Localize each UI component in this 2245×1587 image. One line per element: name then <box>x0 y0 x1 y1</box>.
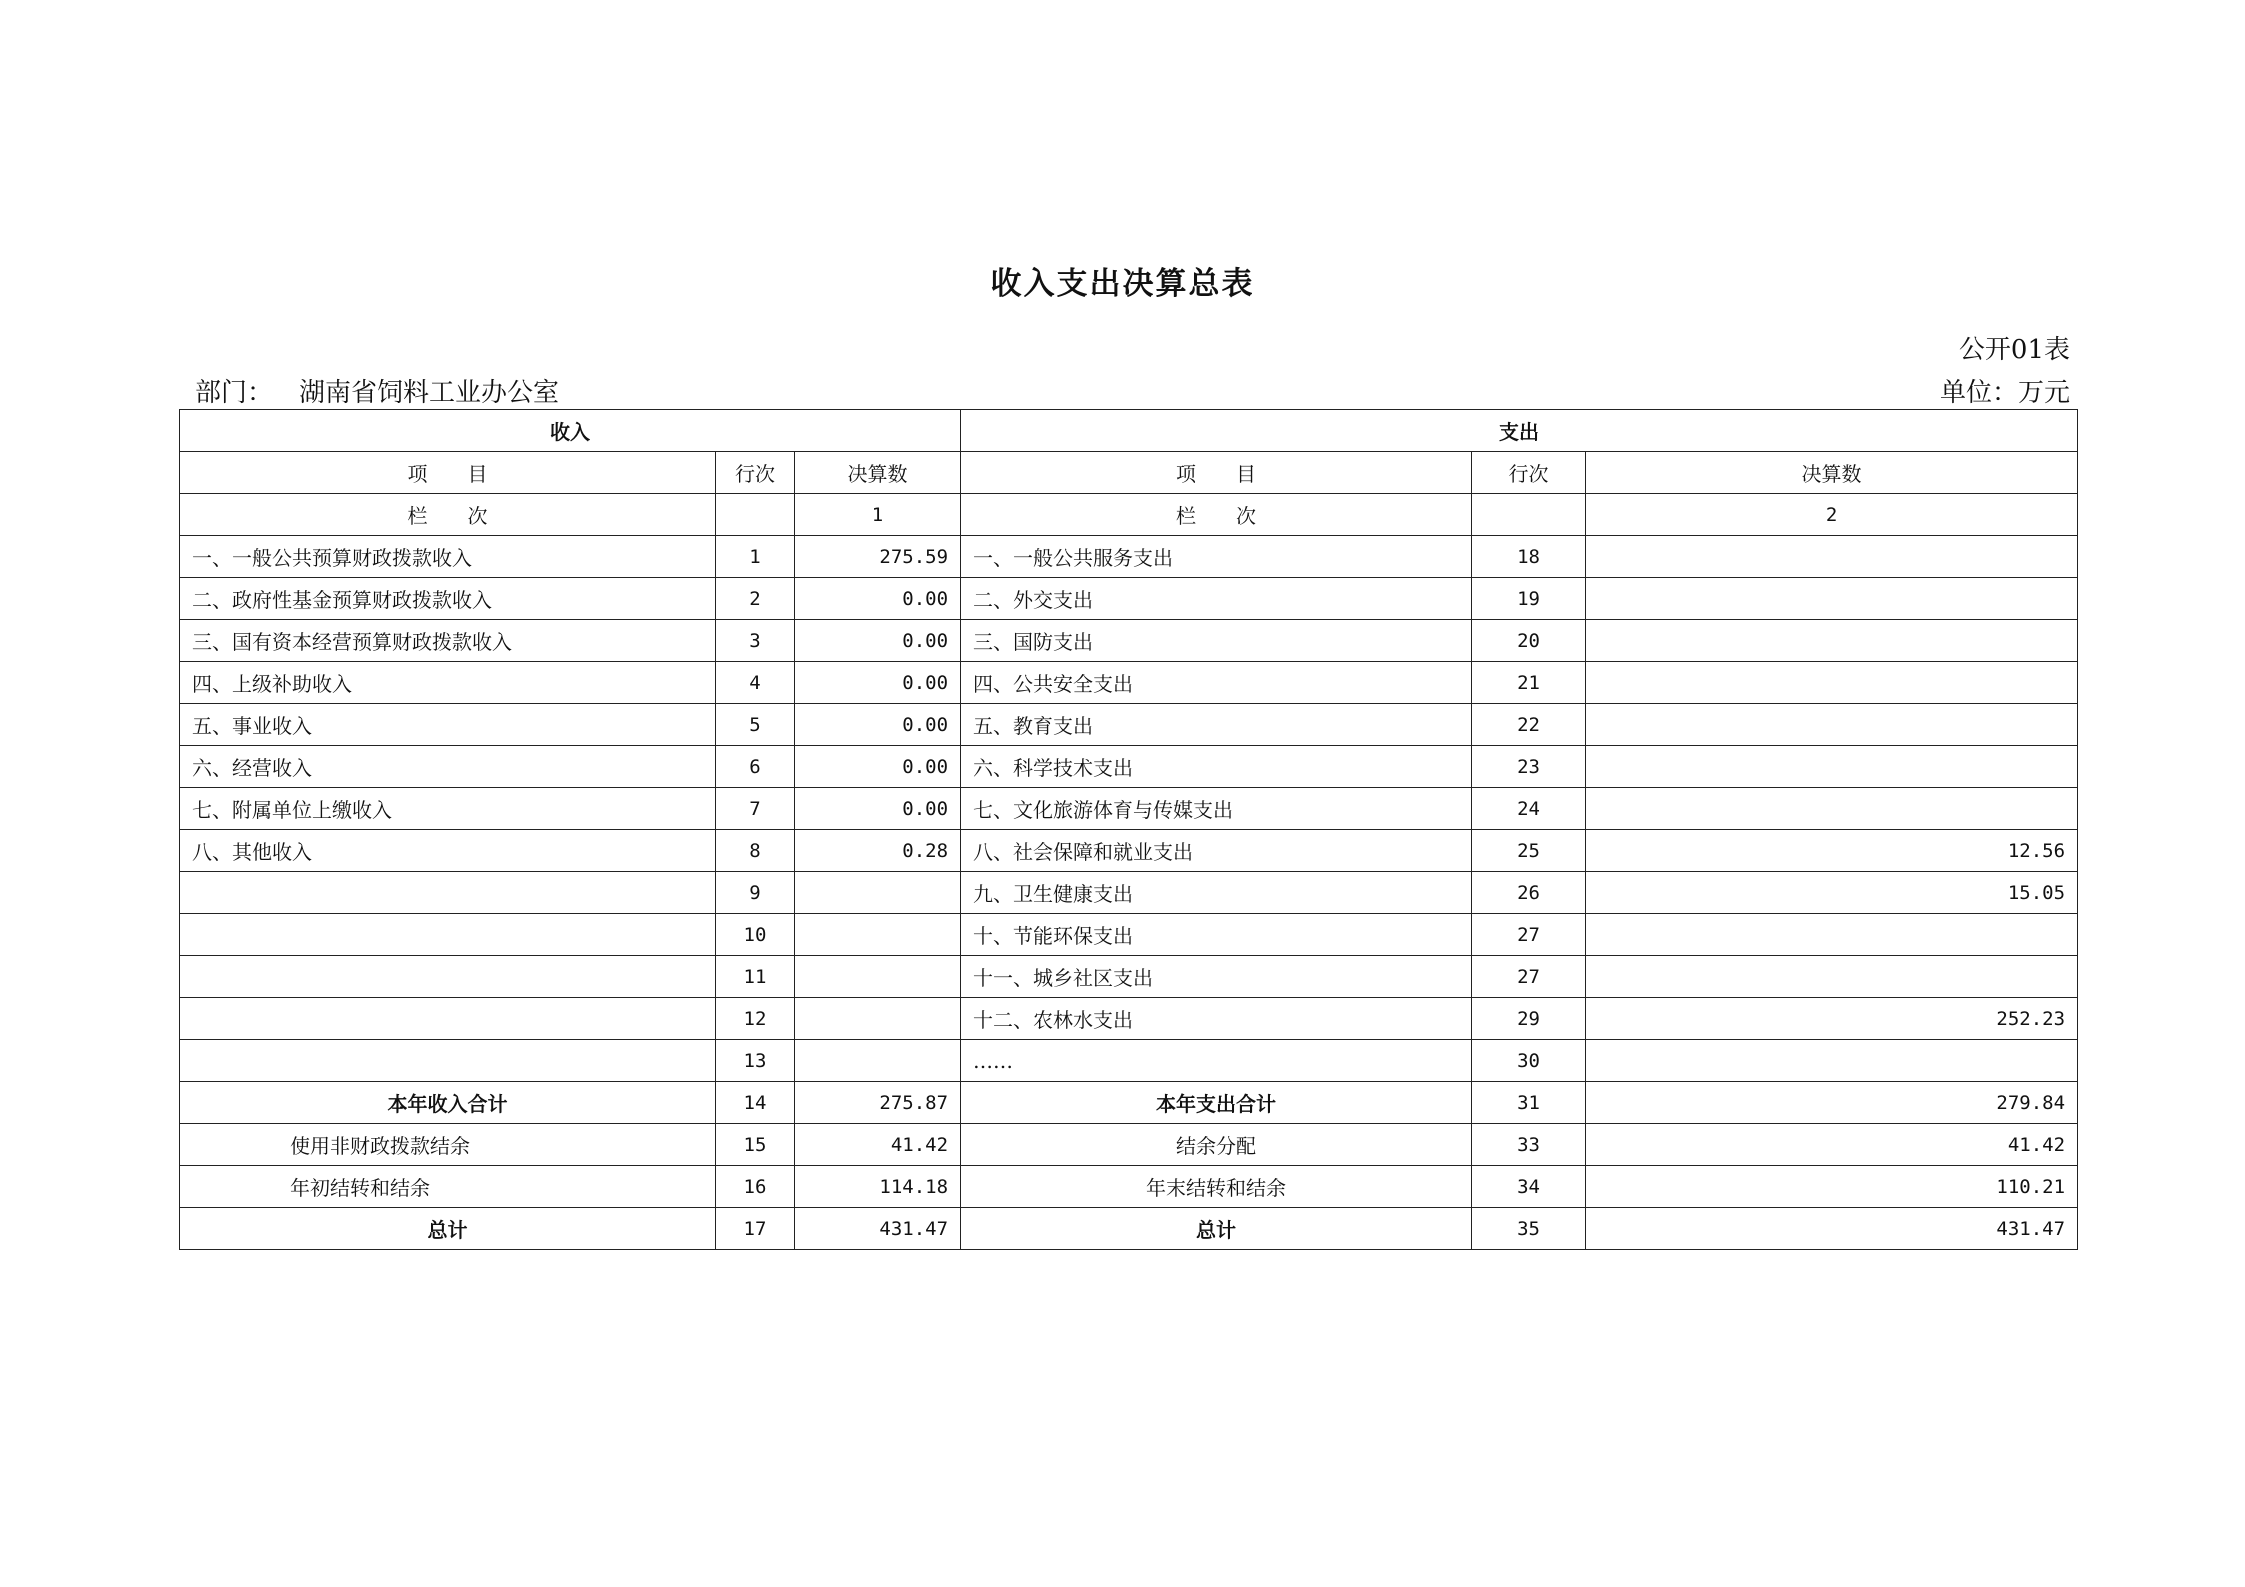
table-row <box>180 1040 2078 1082</box>
income-section-header: 收入 <box>180 410 961 452</box>
expense-item: 八、社会保障和就业支出 <box>961 830 1472 872</box>
expense-amount <box>1586 956 2078 998</box>
expense-row-number: 27 <box>1472 956 1586 998</box>
income-amount: 41.42 <box>795 1124 961 1166</box>
expense-section-header: 支出 <box>961 410 2078 452</box>
table-row <box>180 998 2078 1040</box>
expense-amount: 12.56 <box>1586 830 2078 872</box>
income-row-number: 3 <box>716 620 795 662</box>
expense-item: 五、教育支出 <box>961 704 1472 746</box>
section-header-row <box>180 410 2078 452</box>
expense-item: 六、科学技术支出 <box>961 746 1472 788</box>
expense-item: 一、一般公共服务支出 <box>961 536 1472 578</box>
income-item: 年初结转和结余 <box>180 1166 716 1208</box>
income-amount: 0.00 <box>795 704 961 746</box>
table-row <box>180 662 2078 704</box>
income-amount <box>795 1040 961 1082</box>
expense-amount <box>1586 788 2078 830</box>
expense-column-number: 2 <box>1586 494 2078 536</box>
income-row-number: 13 <box>716 1040 795 1082</box>
income-item: 五、事业收入 <box>180 704 716 746</box>
income-row-number: 8 <box>716 830 795 872</box>
expense-row-number: 29 <box>1472 998 1586 1040</box>
expense-item: 十二、农林水支出 <box>961 998 1472 1040</box>
expense-row-number: 35 <box>1472 1208 1586 1250</box>
income-item: 一、一般公共预算财政拨款收入 <box>180 536 716 578</box>
income-row-number: 7 <box>716 788 795 830</box>
form-number: 公开01表 <box>1958 335 2070 365</box>
table-row <box>180 746 2078 788</box>
expense-item: 十、节能环保支出 <box>961 914 1472 956</box>
unit-label: 单位：万元 <box>1939 378 2070 408</box>
expense-item: 四、公共安全支出 <box>961 662 1472 704</box>
income-item: 二、政府性基金预算财政拨款收入 <box>180 578 716 620</box>
expense-row-number: 24 <box>1472 788 1586 830</box>
expense-row-number: 18 <box>1472 536 1586 578</box>
expense-amount <box>1586 620 2078 662</box>
income-amount: 0.00 <box>795 662 961 704</box>
department-line <box>195 372 559 409</box>
expense-item: 本年支出合计 <box>961 1082 1472 1124</box>
income-expense-table <box>179 409 2078 1250</box>
department-name: 湖南省饲料工业办公室 <box>299 378 560 408</box>
expense-amount <box>1586 662 2078 704</box>
income-item: 三、国有资本经营预算财政拨款收入 <box>180 620 716 662</box>
expense-item: …… <box>961 1040 1472 1082</box>
income-amount <box>795 998 961 1040</box>
carryover-row <box>180 1166 2078 1208</box>
income-item <box>180 956 716 998</box>
carryover-row <box>180 1124 2078 1166</box>
column-index-row <box>180 494 2078 536</box>
income-amount-header: 决算数 <box>795 452 961 494</box>
income-lanci-rowno <box>716 494 795 536</box>
income-item: 四、上级补助收入 <box>180 662 716 704</box>
grand-total-row <box>180 1208 2078 1250</box>
income-row-number: 15 <box>716 1124 795 1166</box>
income-column-number: 1 <box>795 494 961 536</box>
expense-row-number: 33 <box>1472 1124 1586 1166</box>
expense-row-number: 26 <box>1472 872 1586 914</box>
income-row-number: 4 <box>716 662 795 704</box>
table-row <box>180 788 2078 830</box>
expense-row-number: 30 <box>1472 1040 1586 1082</box>
expense-lanci-label: 栏 次 <box>961 494 1472 536</box>
expense-row-number: 25 <box>1472 830 1586 872</box>
income-row-number: 10 <box>716 914 795 956</box>
expense-row-number: 21 <box>1472 662 1586 704</box>
income-row-number: 17 <box>716 1208 795 1250</box>
table-row <box>180 704 2078 746</box>
income-row-number: 1 <box>716 536 795 578</box>
expense-row-number: 31 <box>1472 1082 1586 1124</box>
income-amount: 275.59 <box>795 536 961 578</box>
income-row-number: 9 <box>716 872 795 914</box>
expense-row-number: 34 <box>1472 1166 1586 1208</box>
expense-item: 七、文化旅游体育与传媒支出 <box>961 788 1472 830</box>
expense-item: 结余分配 <box>961 1124 1472 1166</box>
expense-row-number: 22 <box>1472 704 1586 746</box>
expense-amount-header: 决算数 <box>1586 452 2078 494</box>
income-item <box>180 1040 716 1082</box>
income-amount: 0.00 <box>795 746 961 788</box>
income-amount <box>795 872 961 914</box>
report-title: 收入支出决算总表 <box>990 266 1255 302</box>
expense-amount <box>1586 578 2078 620</box>
expense-amount <box>1586 914 2078 956</box>
income-amount: 0.00 <box>795 788 961 830</box>
expense-item: 年末结转和结余 <box>961 1166 1472 1208</box>
income-row-number: 5 <box>716 704 795 746</box>
income-item: 总计 <box>180 1208 716 1250</box>
income-item: 使用非财政拨款结余 <box>180 1124 716 1166</box>
income-lanci-label: 栏 次 <box>180 494 716 536</box>
income-row-number: 2 <box>716 578 795 620</box>
income-item: 六、经营收入 <box>180 746 716 788</box>
column-header-row <box>180 452 2078 494</box>
expense-row-number: 19 <box>1472 578 1586 620</box>
income-amount: 275.87 <box>795 1082 961 1124</box>
table-row <box>180 578 2078 620</box>
expense-row-number: 23 <box>1472 746 1586 788</box>
table-row <box>180 872 2078 914</box>
expense-item: 总计 <box>961 1208 1472 1250</box>
table-row <box>180 620 2078 662</box>
income-item <box>180 872 716 914</box>
expense-row-number: 20 <box>1472 620 1586 662</box>
income-amount: 0.00 <box>795 578 961 620</box>
income-item: 八、其他收入 <box>180 830 716 872</box>
subtotal-row <box>180 1082 2078 1124</box>
expense-amount: 15.05 <box>1586 872 2078 914</box>
table-row <box>180 830 2078 872</box>
expense-amount: 252.23 <box>1586 998 2078 1040</box>
income-amount: 114.18 <box>795 1166 961 1208</box>
income-item: 七、附属单位上缴收入 <box>180 788 716 830</box>
expense-amount <box>1586 704 2078 746</box>
expense-amount: 431.47 <box>1586 1208 2078 1250</box>
expense-lanci-rowno <box>1472 494 1586 536</box>
table-row <box>180 956 2078 998</box>
expense-amount: 279.84 <box>1586 1082 2078 1124</box>
income-row-number: 11 <box>716 956 795 998</box>
income-row-number: 16 <box>716 1166 795 1208</box>
department-label: 部门： <box>195 378 274 408</box>
expense-item-header: 项 目 <box>961 452 1472 494</box>
income-amount <box>795 956 961 998</box>
income-amount <box>795 914 961 956</box>
expense-item: 九、卫生健康支出 <box>961 872 1472 914</box>
income-row-number: 14 <box>716 1082 795 1124</box>
income-row-number: 12 <box>716 998 795 1040</box>
table-row <box>180 536 2078 578</box>
income-rowno-header: 行次 <box>716 452 795 494</box>
expense-amount: 110.21 <box>1586 1166 2078 1208</box>
expense-item: 三、国防支出 <box>961 620 1472 662</box>
expense-item: 二、外交支出 <box>961 578 1472 620</box>
income-item <box>180 914 716 956</box>
income-row-number: 6 <box>716 746 795 788</box>
expense-amount <box>1586 1040 2078 1082</box>
expense-rowno-header: 行次 <box>1472 452 1586 494</box>
income-item <box>180 998 716 1040</box>
income-item: 本年收入合计 <box>180 1082 716 1124</box>
expense-amount: 41.42 <box>1586 1124 2078 1166</box>
income-amount: 431.47 <box>795 1208 961 1250</box>
expense-amount <box>1586 746 2078 788</box>
income-amount: 0.00 <box>795 620 961 662</box>
expense-amount <box>1586 536 2078 578</box>
table-row <box>180 914 2078 956</box>
income-amount: 0.28 <box>795 830 961 872</box>
income-item-header: 项 目 <box>180 452 716 494</box>
expense-item: 十一、城乡社区支出 <box>961 956 1472 998</box>
expense-row-number: 27 <box>1472 914 1586 956</box>
